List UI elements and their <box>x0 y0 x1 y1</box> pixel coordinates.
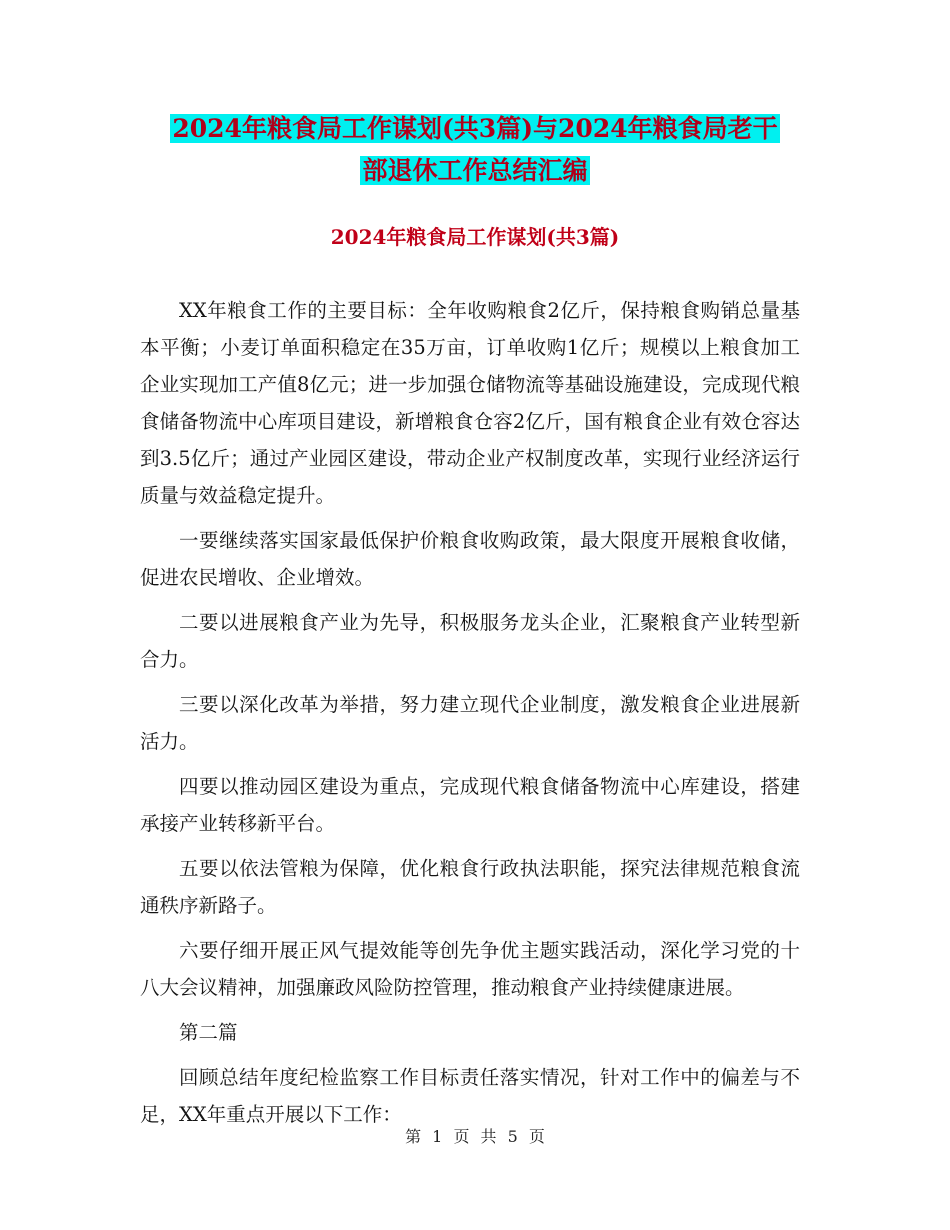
paragraph-item-5: 五要以依法管粮为保障，优化粮食行政执法职能，探究法律规范粮食流通秩序新路子。 <box>140 857 800 917</box>
paragraph-item-4: 四要以推动园区建设为重点，完成现代粮食储备物流中心库建设，搭建承接产业转移新平台。 <box>140 775 800 835</box>
document-title-line-1: 2024年粮食局工作谋划(共3篇)与2024年粮食局老干 <box>172 114 778 143</box>
page-number-footer: 第 1 页 共 5 页 <box>405 1127 545 1146</box>
paragraph-item-6: 六要仔细开展正风气提效能等创先争优主题实践活动，深化学习党的十八大会议精神，加强廉政风险防控管理，推动粮食产业持续健康进展。 <box>140 939 800 999</box>
paragraph-item-3: 三要以深化改革为举措，努力建立现代企业制度，激发粮食企业进展新活力。 <box>140 693 800 753</box>
paragraph-heading-second: 第二篇 <box>179 1021 238 1044</box>
paragraph-item-1: 一要继续落实国家最低保护价粮食收购政策，最大限度开展粮食收储，促进农民增收、企业增效。 <box>140 529 800 589</box>
document-title-line-2: 部退休工作总结汇编 <box>362 156 588 185</box>
paragraph-review: 回顾总结年度纪检监察工作目标责任落实情况，针对工作中的偏差与不足，XX年重点开展以下工作： <box>140 1066 800 1126</box>
document-title <box>0 108 950 192</box>
paragraph-goals: XX年粮食工作的主要目标：全年收购粮食2亿斤，保持粮食购销总量基本平衡；小麦订单面积稳定在35万亩，订单收购1亿斤；规模以上粮食加工企业实现加工产值8亿元；进一步加强仓储物流等基础设施建设，完成现代粮食储备物流中心库项目建设，新增粮食仓容2亿斤，国有粮食企业有效仓容达到3.5亿斤；通过产业园区建设，带动企业产权制度改革，实现行业经济运行质量与效益稳定提升。 <box>140 299 800 507</box>
document-body <box>140 292 800 1141</box>
section-title: 2024年粮食局工作谋划(共3篇) <box>330 225 620 249</box>
paragraph-item-2: 二要以进展粮食产业为先导，积极服务龙头企业，汇聚粮食产业转型新合力。 <box>140 611 800 671</box>
